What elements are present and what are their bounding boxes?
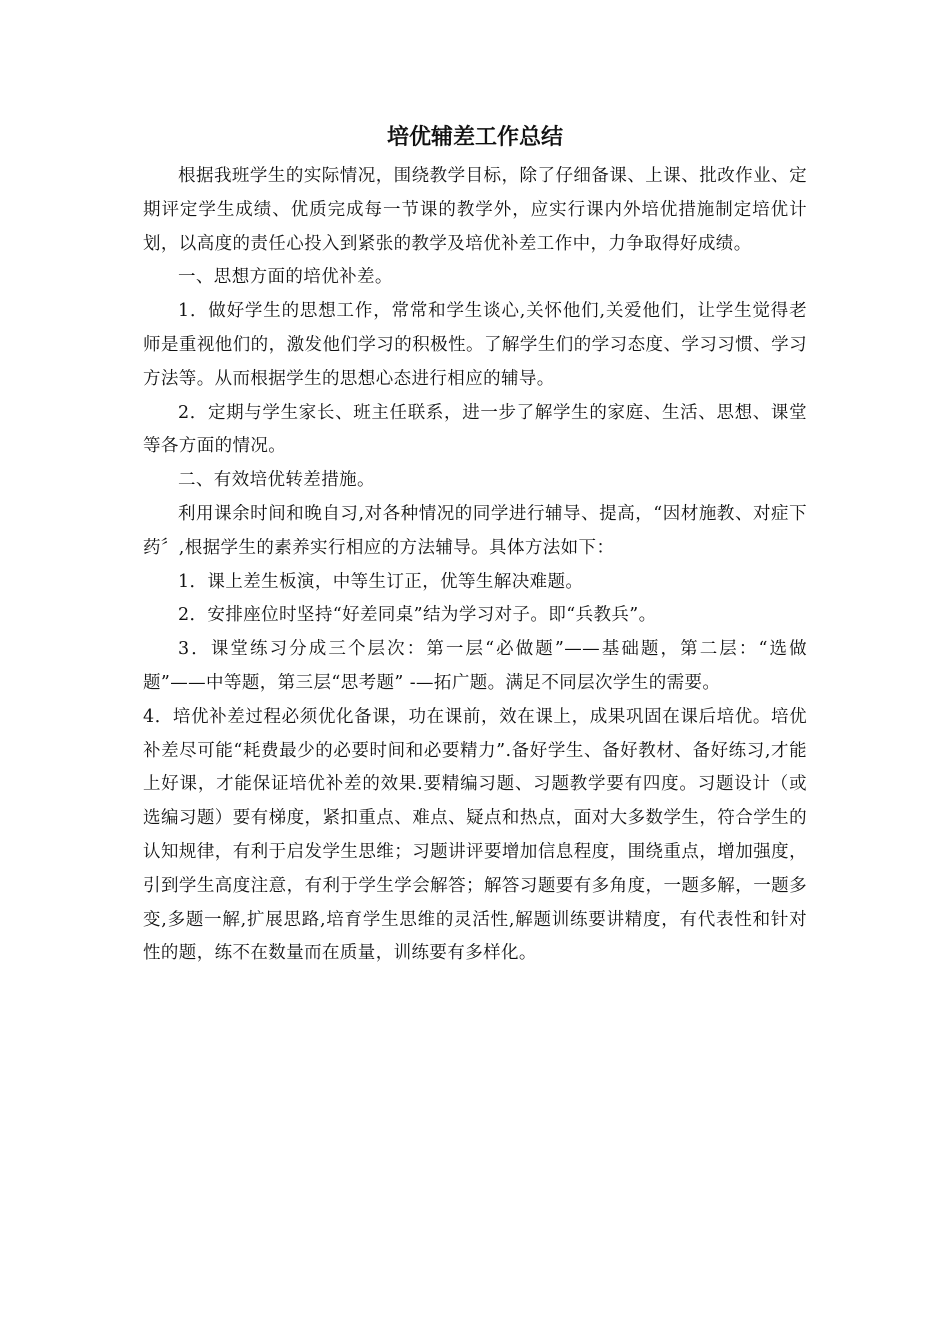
paragraph-item-2-4: 4．培优补差过程必须优化备课，功在课前，效在课上，成果巩固在课后培优。培优补差尽可能“耗费最少的必要时间和必要精力”.备好学生、备好教材、备好练习,才能上好课，才能保证培优补差的效果.要精编习题、习题教学要有四度。习题设计（或选编习题）要有梯度，紧扣重点、难点、疑点和热点，面对大多数学生，符合学生的认知规律，有利于启发学生思维；习题讲评要增加信息程度，围绕重点，增加强度，引到学生高度注意，有利于学生学会解答；解答习题要有多角度，一题多解，一题多变,多题一解,扩展思路,培育学生思维的灵活性,解题训练要讲精度，有代表性和针对性的题，练不在数量而在质量，训练要有多样化。 <box>143 706 807 964</box>
paragraph-item-2-3: 3．课堂练习分成三个层次：第一层“必做题”——基础题，第二层：“选做题”——中等题，第三层“思考题” -—拓广题。满足不同层次学生的需要。 <box>143 639 807 693</box>
paragraph-item-2-2: 2．安排座位时坚持“好差同桌”结为学习对子。即“兵教兵”。 <box>178 605 657 626</box>
paragraph-item-2-1: 1．课上差生板演，中等生订正，优等生解决难题。 <box>178 571 584 592</box>
paragraph-methods-intro: 利用课余时间和晚自习,对各种情况的同学进行辅导、提高，“因材施教、对症下药〞,根据学生的素养实行相应的方法辅导。具体方法如下： <box>143 503 807 558</box>
paragraph-item-1-1: 1．做好学生的思想工作，常常和学生谈心,关怀他们,关爱他们，让学生觉得老师是重视他们的，激发他们学习的积极性。了解学生们的学习态度、学习习惯、学习方法等。从而根据学生的思想心态进行相应的辅导。 <box>143 301 807 389</box>
section-heading-2: 二、有效培优转差措施。 <box>178 470 375 491</box>
document-title: 培优辅差工作总结 <box>386 125 563 150</box>
paragraph-intro: 根据我班学生的实际情况，围绕教学目标，除了仔细备课、上课、批改作业、定期评定学生成绩、优质完成每一节课的教学外，应实行课内外培优措施制定培优计划，以高度的责任心投入到紧张的教学及培优补差工作中，力争取得好成绩。 <box>143 166 807 254</box>
document-page <box>143 118 807 971</box>
paragraph-item-1-2: 2．定期与学生家长、班主任联系，进一步了解学生的家庭、生活、思想、课堂等各方面的情况。 <box>143 402 807 457</box>
section-heading-1: 一、思想方面的培优补差。 <box>178 267 393 288</box>
